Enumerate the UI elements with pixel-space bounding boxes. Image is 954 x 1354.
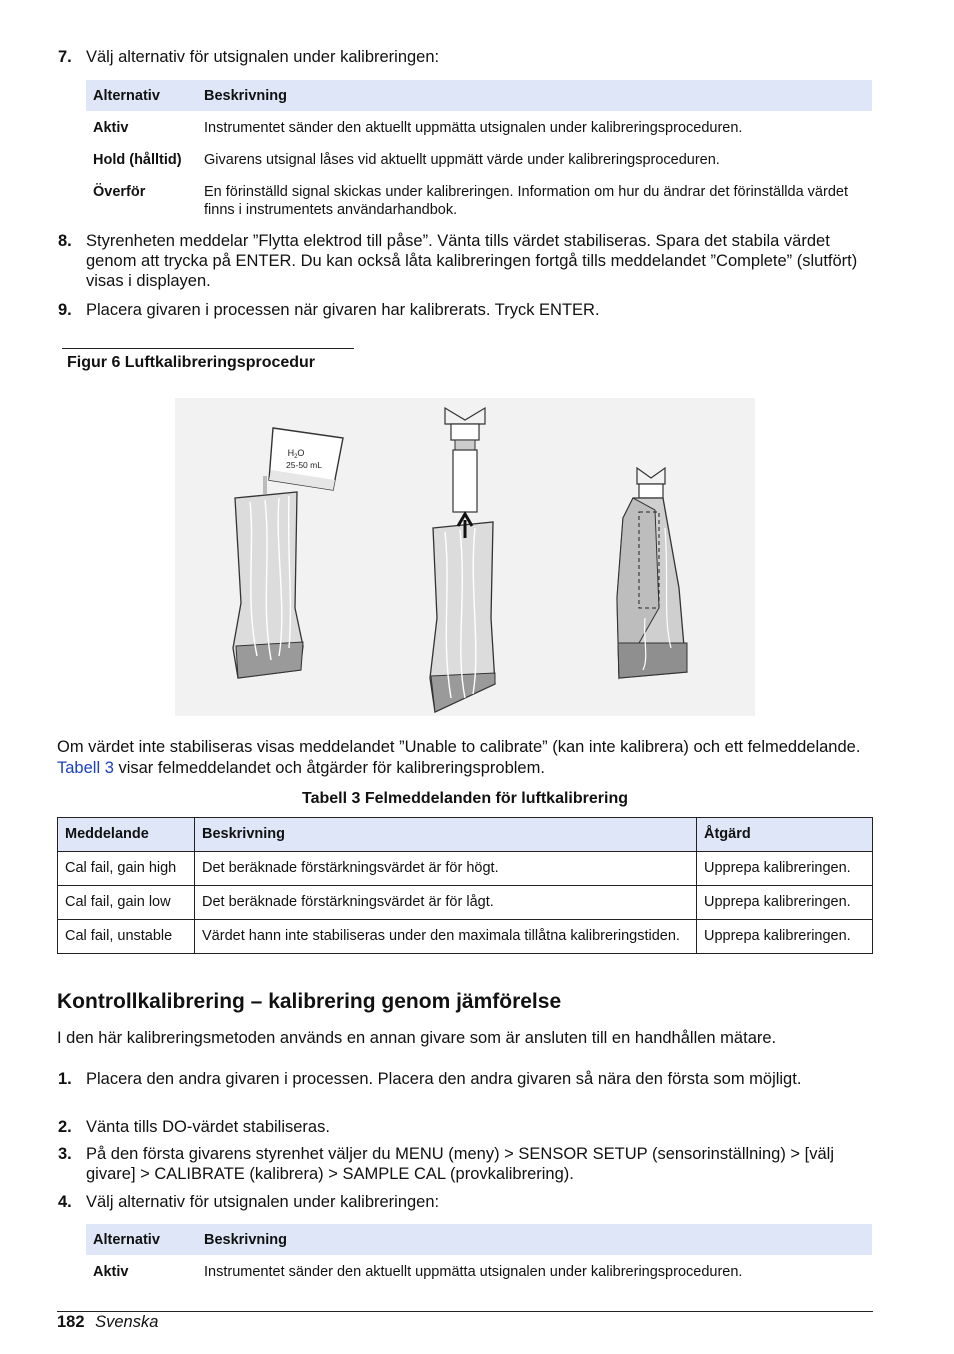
option-description: Instrumentet sänder den aktuellt uppmätta utsignalen under kalibreringsproceduren. xyxy=(204,120,743,136)
step-text: Välj alternativ för utsignalen under kalibreringen: xyxy=(86,1193,440,1211)
step-number: 1. xyxy=(58,1070,72,1088)
table-row xyxy=(58,852,873,886)
water-level xyxy=(618,643,687,678)
air-calibration-figure xyxy=(175,398,755,716)
sensor-body xyxy=(453,450,477,512)
step-number: 8. xyxy=(58,232,72,250)
option-name: Aktiv xyxy=(93,1264,129,1280)
error-description: Det beräknade förstärkningsvärdet är för högt. xyxy=(195,852,697,886)
figure-caption: Figur 6 Luftkalibreringsprocedur xyxy=(67,354,316,371)
page-number: 182 xyxy=(57,1313,85,1331)
table-row xyxy=(58,886,873,920)
option-name: Hold (hålltid) xyxy=(93,152,182,168)
table-row xyxy=(86,175,872,225)
table-header-row xyxy=(86,80,872,111)
error-action: Upprepa kalibreringen. xyxy=(697,852,873,886)
header-description: Beskrivning xyxy=(197,80,872,111)
figure-svg xyxy=(175,398,755,716)
header-message: Meddelande xyxy=(58,818,195,852)
sensor-connector xyxy=(451,424,479,440)
beaker-formula: $H_2O$ xyxy=(287,448,305,460)
step-number: 2. xyxy=(58,1118,72,1136)
table-header-row xyxy=(58,818,873,852)
error-message: Cal fail, gain low xyxy=(58,886,195,920)
step-text: Placera den andra givaren i processen. Placera den andra givaren så nära den första som möjligt. xyxy=(86,1070,802,1088)
output-options-table-2 xyxy=(86,1224,872,1287)
option-name: Överför xyxy=(93,184,146,200)
sensor-connector xyxy=(639,484,663,498)
step-number: 3. xyxy=(58,1145,72,1163)
error-action: Upprepa kalibreringen. xyxy=(697,920,873,954)
figure-rule xyxy=(62,348,354,349)
header-option: Alternativ xyxy=(86,1224,197,1255)
error-description: Det beräknade förstärkningsvärdet är för lågt. xyxy=(195,886,697,920)
table-row xyxy=(86,1255,872,1287)
footer-rule xyxy=(57,1311,873,1312)
option-description: Instrumentet sänder den aktuellt uppmätta utsignalen under kalibreringsproceduren. xyxy=(204,1264,743,1280)
header-option: Alternativ xyxy=(86,80,197,111)
header-description: Beskrivning xyxy=(195,818,697,852)
step-number: 9. xyxy=(58,301,72,319)
step-text: Välj alternativ för utsignalen under kalibreringen: xyxy=(86,48,440,66)
option-description: Givarens utsignal låses vid aktuellt uppmätt värde under kalibreringsproceduren. xyxy=(204,152,720,168)
header-description: Beskrivning xyxy=(197,1224,872,1255)
error-table-title: Tabell 3 Felmeddelanden för luftkalibrering xyxy=(302,790,628,807)
table-row xyxy=(58,920,873,954)
header-action: Åtgärd xyxy=(697,818,873,852)
section-heading-wrap xyxy=(57,990,561,1014)
section-intro: I den här kalibreringsmetoden används en annan givare som är ansluten till en handhållen mätare. xyxy=(57,1029,777,1047)
step-number: 4. xyxy=(58,1193,72,1211)
sensor-collar xyxy=(455,440,475,450)
error-description: Värdet hann inte stabiliseras under den maximala tillåtna kalibreringstiden. xyxy=(195,920,697,954)
error-message: Cal fail, unstable xyxy=(58,920,195,954)
table-header-row xyxy=(86,1224,872,1255)
step-text: Placera givaren i processen när givaren har kalibrerats. Tryck ENTER. xyxy=(86,301,600,319)
option-name: Aktiv xyxy=(93,120,129,136)
step-text: På den första givarens styrenhet väljer du MENU (meny) > SENSOR SETUP (sensorinställning) > [välj givare] > CALIBRATE (kalibrera) > SAMPLE CAL (provkalibrering). xyxy=(86,1145,834,1183)
section-heading: Kontrollkalibrering – kalibrering genom jämförelse xyxy=(57,990,562,1013)
output-options-table xyxy=(86,80,872,225)
step-text: Vänta tills DO-värdet stabiliseras. xyxy=(86,1118,330,1136)
error-action: Upprepa kalibreringen. xyxy=(697,886,873,920)
step-number: 7. xyxy=(58,48,72,66)
option-description: En förinställd signal skickas under kalibreringen. Information om hur du ändrar det förinställda värdet finns i instrumentets användarhandbok. xyxy=(204,184,848,218)
unstable-info-paragraph xyxy=(57,737,873,779)
footer xyxy=(57,1313,158,1332)
paragraph-text-before: Om värdet inte stabiliseras visas meddelandet ”Unable to calibrate” (kan inte kalibrera) och ett felmeddelande. xyxy=(57,738,861,756)
footer-language: Svenska xyxy=(95,1313,159,1331)
error-message: Cal fail, gain high xyxy=(58,852,195,886)
table-row xyxy=(86,111,872,143)
error-messages-table xyxy=(57,817,873,954)
step-text: Styrenheten meddelar ”Flytta elektrod till påse”. Vänta tills värdet stabiliseras. Spara det stabila värdet genom att trycka på ENTER. Du kan också låta kalibreringen fortgå tills meddelandet ”Complete” (slutfört) visas i displayen. xyxy=(86,232,858,290)
paragraph-text-after: visar felmeddelandet och åtgärder för kalibreringsproblem. xyxy=(113,759,545,777)
beaker-volume-label: 25-50 mL xyxy=(286,460,322,470)
table-row xyxy=(86,143,872,175)
table-3-link[interactable]: Tabell 3 xyxy=(57,759,114,777)
